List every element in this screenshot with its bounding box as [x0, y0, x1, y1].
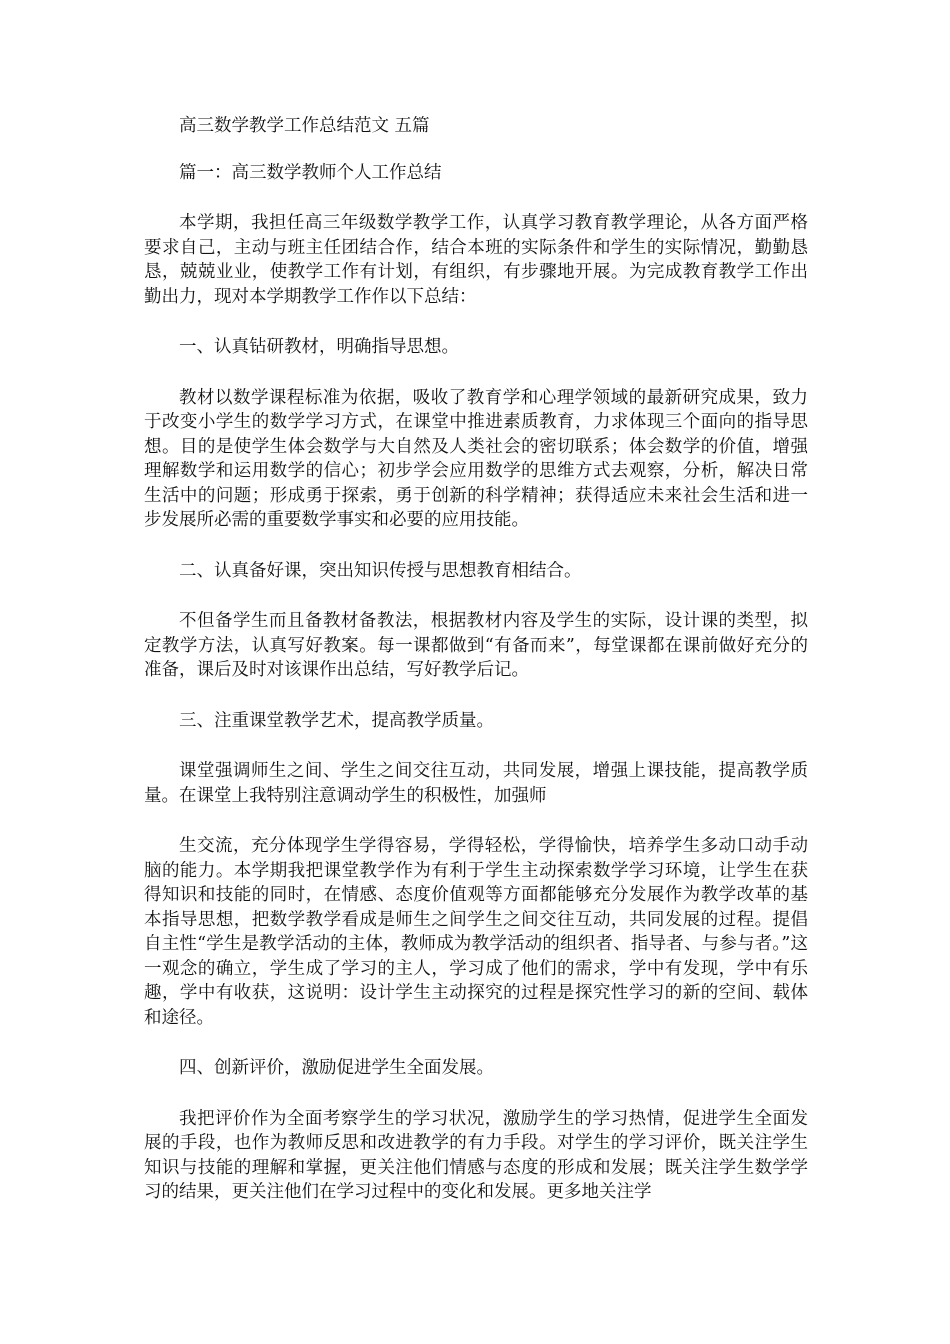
section-heading-2: 二、认真备好课，突出知识传授与思想教育相结合。: [179, 560, 582, 581]
document-body: [144, 114, 808, 1231]
section-body-4: 我把评价作为全面考察学生的学习状况，激励学生的学习热情，促进学生全面发展的手段，也作为教师反思和改进教学的有力手段。对学生的学习评价，既关注学生知识与技能的理解和掌握，更关注他们情感与态度的形成和发展；既关注学生数学学习的结果，更关注他们在学习过程中的变化和发展。更多地关注学: [144, 1108, 808, 1202]
section-body-3b: 生交流，充分体现学生学得容易，学得轻松，学得愉快，培养学生多动口动手动脑的能力。本学期我把课堂教学作为有利于学生主动探索数学学习环境，让学生在获得知识和技能的同时，在情感、态度价值观等方面都能够充分发展作为教学改革的基本指导思想，把数学教学看成是师生之间学生之间交往互动，共同发展的过程。提倡自主性“学生是教学活动的主体，教师成为教学活动的组织者、指导者、与参与者。”这一观念的确立，学生成了学习的主人，学习成了他们的需求，学中有发现，学中有乐趣，学中有收获，这说明：设计学生主动探究的过程是探究性学习的新的空间、载体和途径。: [144, 836, 808, 1028]
section-body-3a: 课堂强调师生之间、学生之间交往互动，共同发展，增强上课技能，提高教学质量。在课堂上我特别注意调动学生的积极性，加强师: [144, 761, 808, 806]
intro-paragraph: 本学期，我担任高三年级数学教学工作，认真学习教育教学理论，从各方面严格要求自己，主动与班主任团结合作，结合本班的实际条件和学生的实际情况，勤勤恳恳，兢兢业业，使教学工作有计划，有组织，有步骤地开展。为完成教育教学工作出勤出力，现对本学期教学工作作以下总结：: [144, 213, 808, 307]
section-heading-4: 四、创新评价，激励促进学生全面发展。: [179, 1058, 494, 1078]
document-title: 高三数学教学工作总结范文 五篇: [179, 116, 430, 136]
section-heading-3: 三、注重课堂教学艺术，提高教学质量。: [179, 710, 494, 731]
section-heading-1: 一、认真钻研教材，明确指导思想。: [179, 337, 459, 357]
part-heading: 篇一：高三数学教师个人工作总结: [179, 162, 442, 183]
section-body-1: 教材以数学课程标准为依据，吸收了教育学和心理学领域的最新研究成果，致力于改变小学生的数学学习方式，在课堂中推进素质教育，力求体现三个面向的指导思想。目的是使学生体会数学与大自然及人类社会的密切联系；体会数学的价值，增强理解数学和运用数学的信心；初步学会应用数学的思维方式去观察，分析，解决日常生活中的问题；形成勇于探索，勇于创新的科学精神；获得适应未来社会生活和进一步发展所必需的重要数学事实和必要的应用技能。: [144, 387, 808, 530]
section-body-2: 不但备学生而且备教材备教法，根据教材内容及学生的实际，设计课的类型，拟定教学方法，认真写好教案。每一课都做到“有备而来”，每堂课都在课前做好充分的准备，课后及时对该课作出总结，写好教学后记。: [144, 611, 808, 680]
